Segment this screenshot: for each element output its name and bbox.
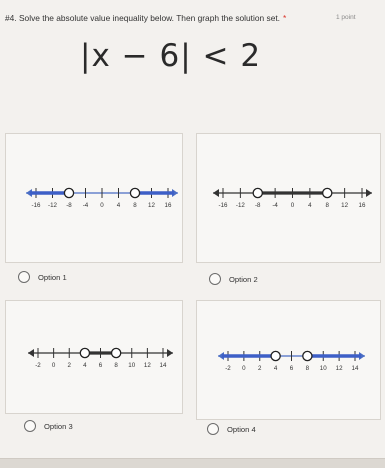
tick-label: 0 xyxy=(51,362,56,369)
option-label: Option 4 xyxy=(227,424,256,434)
tick-label: -2 xyxy=(225,365,231,372)
option-4-image xyxy=(196,300,381,420)
tick-label: -16 xyxy=(218,202,228,209)
tick-label: 2 xyxy=(258,365,262,372)
option-3-image xyxy=(5,300,183,414)
tick-label: 12 xyxy=(335,365,343,372)
required-asterisk: * xyxy=(283,13,287,23)
points-label: 1 point xyxy=(336,14,356,21)
tick-label: 4 xyxy=(83,362,87,369)
tick-label: 0 xyxy=(290,202,295,209)
number-line-graph xyxy=(197,301,380,419)
tick-label: 8 xyxy=(305,365,310,372)
open-circle-endpoint xyxy=(303,351,312,360)
tick-label: -4 xyxy=(272,202,278,209)
tick-label: -8 xyxy=(254,202,261,209)
axis-arrow-left xyxy=(28,349,34,357)
open-circle-endpoint xyxy=(271,351,280,360)
open-circle-endpoint xyxy=(80,348,89,357)
tick-label: 8 xyxy=(114,362,118,369)
tick-label: 12 xyxy=(341,202,349,209)
tick-label: 10 xyxy=(128,362,136,369)
tick-label: 16 xyxy=(358,202,366,209)
open-circle-endpoint xyxy=(112,348,121,357)
option-2-choice[interactable] xyxy=(209,273,258,285)
option-4-choice[interactable] xyxy=(207,423,256,435)
number-line-graph xyxy=(197,134,380,262)
tick-label: 0 xyxy=(242,365,246,372)
inequality-expression: |x − 6| < 2 xyxy=(80,38,262,74)
axis-arrow-right xyxy=(167,349,173,357)
option-2-image xyxy=(196,133,381,263)
radio-button[interactable] xyxy=(209,273,221,285)
tick-label: -2 xyxy=(35,362,41,369)
tick-label: -8 xyxy=(66,202,72,209)
tick-label: 4 xyxy=(273,365,278,372)
open-circle-endpoint xyxy=(130,188,139,197)
tick-label: 8 xyxy=(133,202,137,209)
tick-label: -16 xyxy=(31,202,41,209)
tick-label: 12 xyxy=(143,362,151,369)
tick-label: 10 xyxy=(319,365,327,372)
option-label: Option 2 xyxy=(229,274,258,284)
radio-button[interactable] xyxy=(18,271,30,283)
tick-label: 6 xyxy=(98,362,103,369)
tick-label: -12 xyxy=(235,202,245,209)
axis-arrow-right xyxy=(366,189,372,197)
option-1-choice[interactable] xyxy=(18,271,67,283)
tick-label: 16 xyxy=(164,202,172,209)
radio-button[interactable] xyxy=(24,420,36,432)
tick-label: 4 xyxy=(116,202,121,209)
tick-label: 0 xyxy=(100,202,104,209)
tick-label: 8 xyxy=(325,202,329,209)
radio-button[interactable] xyxy=(207,423,219,435)
tick-label: 14 xyxy=(159,362,167,369)
number-line-graph xyxy=(6,134,182,262)
tick-label: -12 xyxy=(48,202,57,209)
open-circle-endpoint xyxy=(323,188,332,197)
open-circle-endpoint xyxy=(64,188,73,197)
tick-label: -4 xyxy=(82,202,89,209)
question-text: #4. Solve the absolute value inequality below. Then graph the solution set. * xyxy=(5,13,287,23)
open-circle-endpoint xyxy=(253,188,262,197)
number-line-graph xyxy=(6,301,182,413)
tick-label: 4 xyxy=(308,202,312,209)
axis-arrow-left xyxy=(213,189,219,197)
tick-label: 12 xyxy=(148,202,155,209)
option-1-image xyxy=(5,133,183,263)
tick-label: 2 xyxy=(67,362,71,369)
option-label: Option 3 xyxy=(44,421,73,431)
option-3-choice[interactable] xyxy=(24,420,73,432)
option-label: Option 1 xyxy=(38,272,67,282)
tick-label: 6 xyxy=(289,365,294,372)
tick-label: 14 xyxy=(351,365,359,372)
